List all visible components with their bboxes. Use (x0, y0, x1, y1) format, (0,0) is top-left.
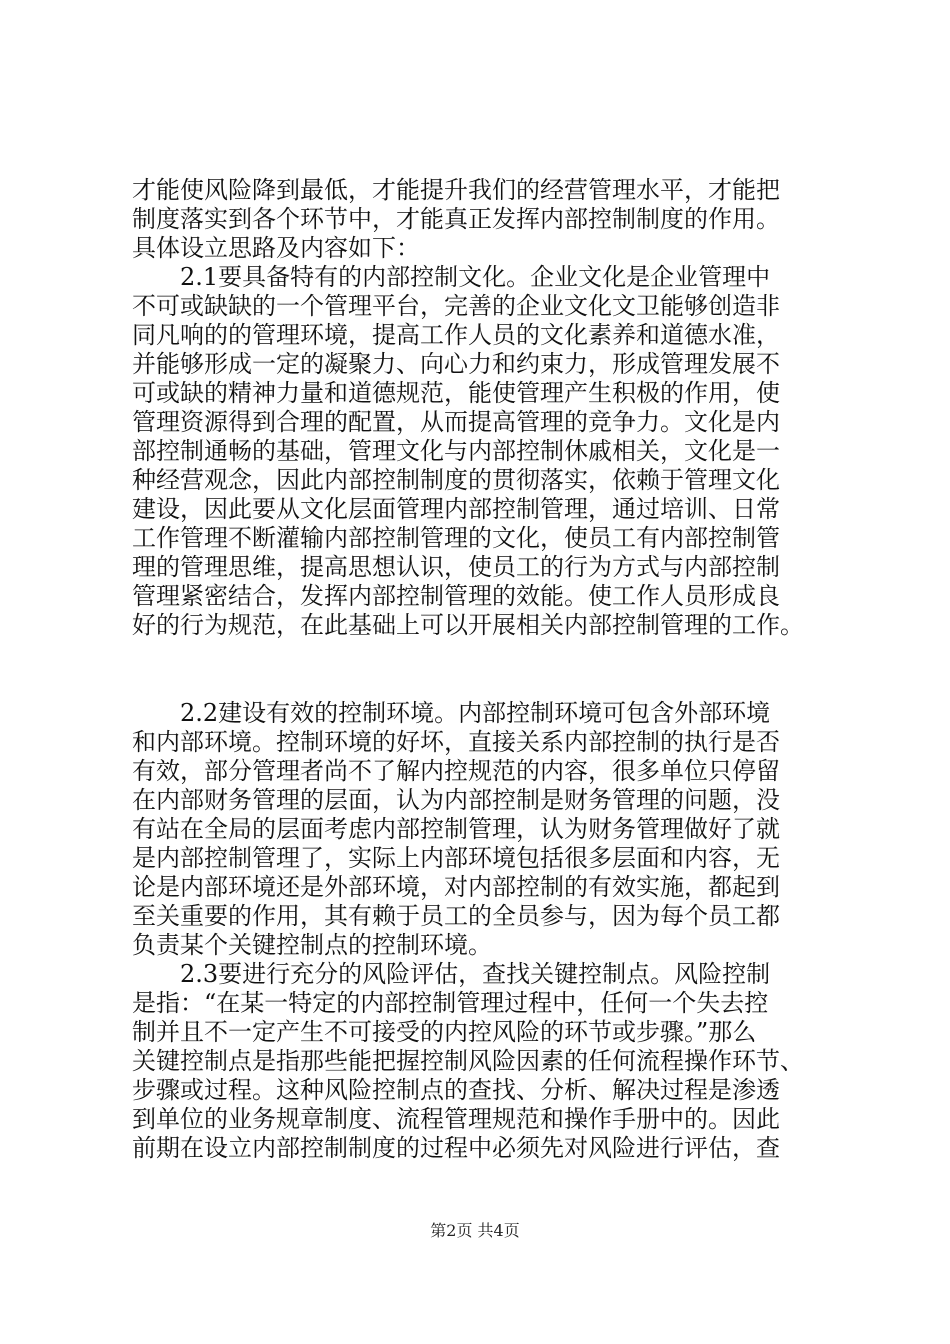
paragraph-line: 并能够形成一定的凝聚力、向心力和约束力，形成管理发展不 (132, 350, 780, 378)
paragraph-line: 步骤或过程。这种风险控制点的查找、分析、解决过程是渗透 (132, 1076, 780, 1104)
paragraph-line: 制并且不一定产生不可接受的内控风险的环节或步骤。”那么 (132, 1018, 757, 1046)
paragraph-line: 关键控制点是指那些能把握控制风险因素的任何流程操作环节、 (132, 1047, 804, 1075)
paragraph-line: 论是内部环境还是外部环境，对内部控制的有效实施，都起到 (132, 873, 780, 901)
paragraph-line: 同凡响的的管理环境，提高工作人员的文化素养和道德水准， (132, 321, 780, 349)
page-number-footer: 第2页 共4页 (430, 1221, 520, 1240)
paragraph-line: 管理紧密结合，发挥内部控制管理的效能。使工作人员形成良 (132, 582, 780, 610)
paragraph-line: 2.2建设有效的控制环境。内部控制环境可包含外部环境 (180, 699, 771, 727)
paragraph-line: 2.3要进行充分的风险评估，查找关键控制点。风险控制 (180, 960, 771, 988)
paragraph-2-3 (132, 960, 832, 1163)
paragraph-line: 是内部控制管理了，实际上内部环境包括很多层面和内容，无 (132, 844, 780, 872)
paragraph-line: 有站在全局的层面考虑内部控制管理，认为财务管理做好了就 (132, 815, 780, 843)
paragraph-line: 好的行为规范，在此基础上可以开展相关内部控制管理的工作。 (132, 611, 804, 639)
paragraph-line: 管理资源得到合理的配置，从而提高管理的竞争力。文化是内 (132, 408, 780, 436)
paragraph-line: 制度落实到各个环节中，才能真正发挥内部控制制度的作用。 (132, 205, 780, 233)
paragraph-2-1 (132, 263, 832, 640)
paragraph-line: 具体设立思路及内容如下： (132, 234, 420, 262)
paragraph-line: 前期在设立内部控制制度的过程中必须先对风险进行评估，查 (132, 1134, 780, 1162)
paragraph-line: 部控制通畅的基础，管理文化与内部控制休戚相关，文化是一 (132, 437, 780, 465)
paragraph-line: 不可或缺缺的一个管理平台，完善的企业文化文卫能够创造非 (132, 292, 780, 320)
paragraph-line: 建设，因此要从文化层面管理内部控制管理，通过培训、日常 (132, 495, 780, 523)
paragraph-line: 2.1要具备特有的内部控制文化。企业文化是企业管理中 (180, 263, 771, 291)
paragraph-line: 到单位的业务规章制度、流程管理规范和操作手册中的。因此 (132, 1105, 780, 1133)
paragraph-line: 理的管理思维，提高思想认识，使员工的行为方式与内部控制 (132, 553, 780, 581)
paragraph-line: 至关重要的作用，其有赖于员工的全员参与，因为每个员工都 (132, 902, 780, 930)
paragraph-line: 种经营观念，因此内部控制制度的贯彻落实，依赖于管理文化 (132, 466, 780, 494)
paragraph-line: 才能使风险降到最低，才能提升我们的经营管理水平，才能把 (132, 176, 780, 204)
paragraph-line: 负责某个关键控制点的控制环境。 (132, 931, 492, 959)
paragraph-1 (132, 176, 832, 263)
paragraph-line: 和内部环境。控制环境的好坏，直接关系内部控制的执行是否 (132, 728, 780, 756)
paragraph-line: 在内部财务管理的层面，认为内部控制是财务管理的问题，没 (132, 786, 780, 814)
paragraph-line: 有效，部分管理者尚不了解内控规范的内容，很多单位只停留 (132, 757, 780, 785)
paragraph-line: 是指：“在某一特定的内部控制管理过程中，任何一个失去控 (132, 989, 769, 1017)
paragraph-2-2 (132, 699, 832, 960)
paragraph-line: 工作管理不断灌输内部控制管理的文化，使员工有内部控制管 (132, 524, 780, 552)
paragraph-line: 可或缺的精神力量和道德规范，能使管理产生积极的作用，使 (132, 379, 780, 407)
